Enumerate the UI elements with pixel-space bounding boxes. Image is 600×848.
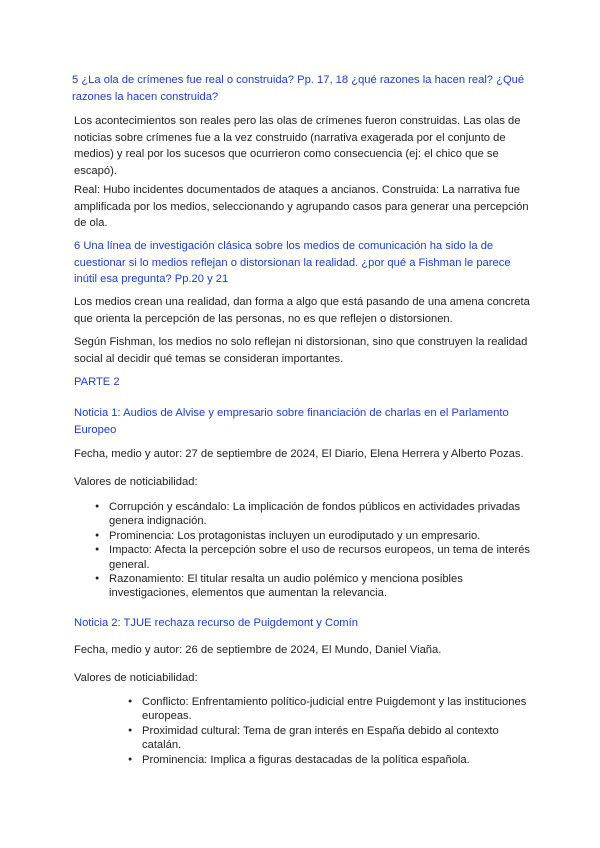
news-2-meta: Fecha, medio y autor: 26 de septiembre de 2024, El Mundo, Daniel Viaña. [74,644,442,656]
question-6-answer-2: Según Fishman, los medios no solo reflejan ni distorsionan, sino que construyen la realidad social al decidir qué temas se consideran importantes. [74,336,528,365]
list-item: ● Razonamiento: El titular resalta un audio polémico y menciona posibles investigaciones, elementos que aumentan la relevancia. [95,572,532,601]
list-item: ● Proximidad cultural: Tema de gran interés en España debido al contexto catalán. [128,724,532,753]
question-6-answer-1: Los medios crean una realidad, dan forma a algo que está pasando de una amena concreta que orienta la percepción de las personas, no es que reflejen o distorsionen. [74,296,530,325]
question-5-answer-1: Los acontecimientos son reales pero las olas de crímenes fueron construidas. Las olas de noticias sobre crímenes fue a la vez construido (narrativa exagerada por el conjunto de medios) y real por los sucesos que ocurrieron como consecuencia (ej: el chico que se escapó). [74,115,521,177]
question-5-answer-2: Real: Hubo incidentes documentados de ataques a ancianos. Construida: La narrativa fue amplificada por los medios, seleccionando y agrupando casos para generar una percepción de ola. [74,184,529,229]
news-1-values-list [95,500,532,601]
list-item: ● Corrupción y escándalo: La implicación de fondos públicos en actividades privadas genera indignación. [95,500,532,529]
news-1-meta: Fecha, medio y autor: 27 de septiembre de 2024, El Diario, Elena Herrera y Alberto Pozas. [74,448,524,460]
news-2-values-label: Valores de noticiabilidad: [74,672,198,684]
question-6-heading: 6 Una línea de investigación clásica sobre los medios de comunicación ha sido la de cuestionar si lo medios reflejan o distorsionan la realidad. ¿por qué a Fishman le parece inútil esa pregunta? Pp.20 y 21 [74,240,511,285]
list-item: ● Conflicto: Enfrentamiento político-judicial entre Puigdemont y las instituciones europeas. [128,695,532,724]
news-2-values-list [128,695,532,767]
news-1-values-label: Valores de noticiabilidad: [74,476,198,488]
part-2-heading: PARTE 2 [74,376,120,388]
news-1-title: Noticia 1: Audios de Alvise y empresario sobre financiación de charlas en el Parlamento Europeo [74,407,509,436]
list-item: ● Prominencia: Implica a figuras destacadas de la política española. [128,753,532,767]
news-2-title: Noticia 2: TJUE rechaza recurso de Puigdemont y Comín [74,617,358,629]
list-item: ● Impacto: Afecta la percepción sobre el uso de recursos europeos, un tema de interés general. [95,543,532,572]
question-5-heading: 5 ¿La ola de crímenes fue real o construida? Pp. 17, 18 ¿qué razones la hacen real? ¿Qué razones la hacen construida? [72,74,525,103]
list-item: ● Prominencia: Los protagonistas incluyen un eurodiputado y un empresario. [95,529,532,543]
